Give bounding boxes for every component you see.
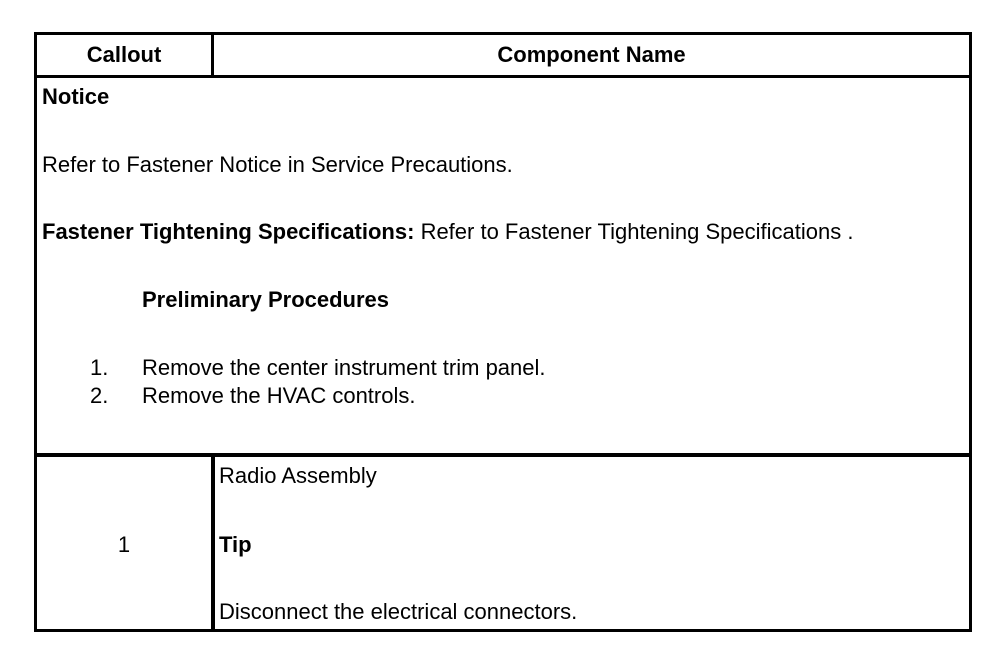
preliminary-heading: Preliminary Procedures — [142, 287, 390, 312]
column-divider — [211, 457, 215, 629]
table-header-row — [37, 35, 969, 78]
fastener-spec-label: Fastener Tightening Specifications: — [42, 219, 415, 244]
notice-text: Refer to Fastener Notice in Service Precautions. — [42, 152, 513, 177]
tip-heading: Tip — [219, 532, 252, 557]
row-separator — [37, 453, 969, 457]
step-text: Remove the center instrument trim panel. — [142, 355, 546, 380]
header-component-name: Component Name — [497, 42, 686, 67]
fastener-spec-text: Refer to Fastener Tightening Specifications . — [420, 219, 854, 244]
notice-heading: Notice — [42, 84, 110, 109]
fastener-spec-line — [42, 219, 853, 245]
tip-text: Disconnect the electrical connectors. — [219, 599, 578, 624]
procedure-table — [34, 32, 972, 632]
callout-number: 1 — [117, 532, 131, 557]
component-name: Radio Assembly — [219, 463, 377, 488]
step-number: 2. — [90, 383, 109, 408]
header-callout: Callout — [37, 35, 214, 75]
step-number: 1. — [90, 355, 109, 380]
step-text: Remove the HVAC controls. — [142, 383, 416, 408]
